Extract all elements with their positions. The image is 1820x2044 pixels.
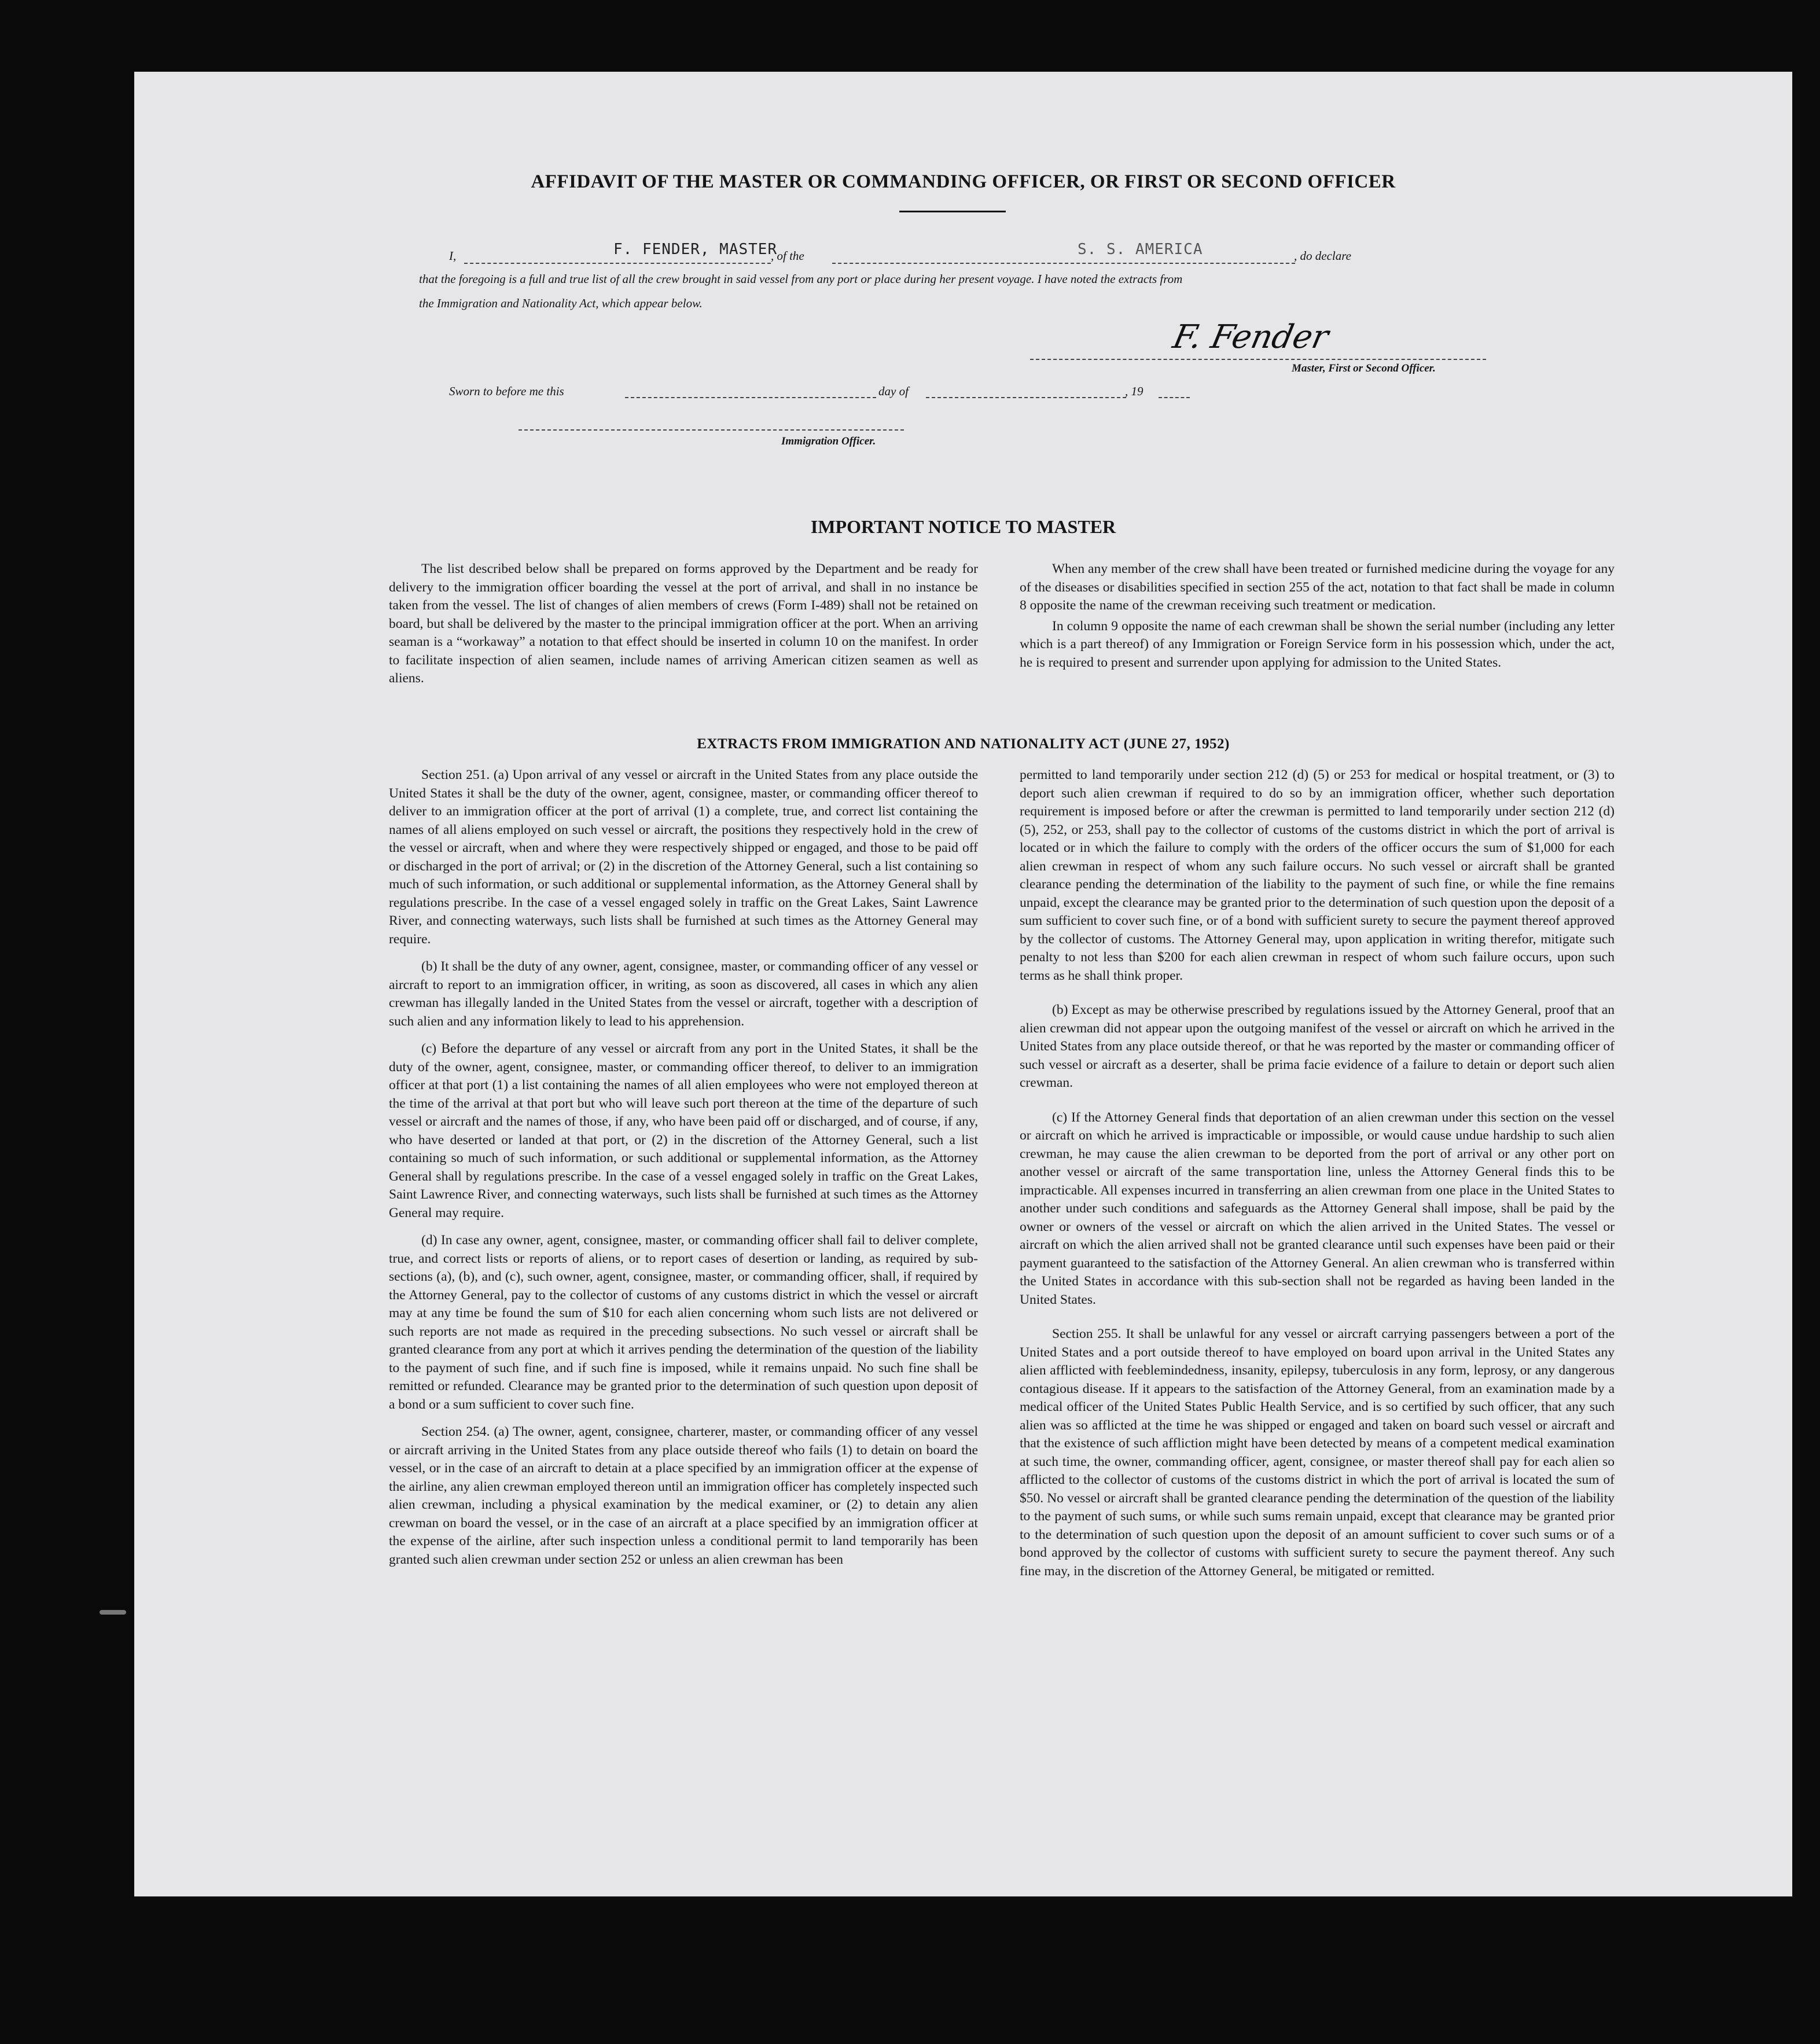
day-of-label: day of bbox=[878, 384, 909, 398]
do-declare-label: , do declare bbox=[1294, 249, 1351, 263]
vessel-name-value: S. S. AMERICA bbox=[1078, 241, 1203, 258]
extracts-title: EXTRACTS FROM IMMIGRATION AND NATIONALITY ACT (JUNE 27, 1952) bbox=[697, 736, 1230, 752]
sworn-prefix: Sworn to before me this bbox=[449, 384, 564, 398]
notice-left-column bbox=[389, 560, 978, 697]
sworn-month-line bbox=[926, 397, 1126, 398]
signature-line bbox=[1030, 359, 1486, 360]
officer-caption: Immigration Officer. bbox=[781, 435, 876, 447]
extract-paragraph: (d) In case any owner, agent, consignee, master, or commanding officer shall fail to deliver complete, true, and correct lists or reports of aliens, or to report cases of desertion or landing, as required by sub-sections (a), (b), and (c), such owner, agent, consignee, master, or commanding officer, shall, if required by the Attorney General, pay to the collector of customs of any customs district in which the vessel or aircraft may at any time be found the sum of $10 for each alien concerning whom such lists are not delivered or such reports are not made as required in the preceding subsections. No such vessel or aircraft shall be granted clearance from any port at which it arrives pending the determination of the question of the liability to the payment of such fine, and if such fine is imposed, while it remains unpaid. No such fine shall be remitted or refunded. Clearance may be granted prior to the determination of such question upon deposit of a bond or a sum sufficient to cover such fine. bbox=[389, 1233, 978, 1412]
notice-title: IMPORTANT NOTICE TO MASTER bbox=[810, 516, 1116, 537]
extract-paragraph: (c) If the Attorney General finds that deportation of an alien crewman under this section on the vessel or aircraft on which he arrived is impracticable or impossible, or would cause undue hardship to such alien crewman, he may cause the alien crewman to be deported from the port of arrival or any other port on another vessel or aircraft of the same transportation line, unless the Attorney General finds this to be impracticable. All expenses incurred in transferring an alien crewman from one place in the United States to another under such conditions and safeguards as the Attorney General shall impose, shall be paid by the owner or owners of the vessel or aircraft on which the alien arrived in the United States. The vessel or aircraft on which the alien arrived shall not be granted clearance until such expenses have been paid or their payment guaranteed to the satisfaction of the Attorney General. An alien crewman who is transferred within the United States in accordance with this sub-section shall not be regarded as having been landed in the United States. bbox=[1020, 1109, 1615, 1307]
extract-paragraph: (b) Except as may be otherwise prescribed by regulations issued by the Attorney General, proof that an alien crewman did not appear upon the outgoing manifest of the vessel or aircraft on which he arrived in the United States from any place outside thereof, or that he was reported by the master or commanding officer of such vessel or aircraft as a deserter, shall be prima facie evidence of a failure to detain or deport such alien crewman. bbox=[1020, 1002, 1615, 1090]
extract-paragraph: Section 251. (a) Upon arrival of any vessel or aircraft in the United States from any place outside the United States it shall be the duty of the owner, agent, consignee, master, or commanding officer thereof to deliver to an immigration officer at the port of arrival (1) a complete, true, and correct list containing the names of all aliens employed on such vessel or aircraft, the positions they respectively hold in the crew of the vessel or aircraft, when and where they were respectively shipped or engaged, and those to be paid off or discharged in the port of arrival; or (2) in the discretion of the Attorney General, such a list containing so much of such information, or such additional or supplemental information, as the Attorney General shall by regulations prescribe. In the case of a vessel engaged solely in traffic on the Great Lakes, Saint Lawrence River, and connecting waterways, such lists shall be furnished at such times as the Attorney General may require. bbox=[389, 767, 978, 947]
master-name-line bbox=[464, 263, 771, 264]
master-name-value: F. FENDER, MASTER bbox=[613, 241, 778, 258]
extract-paragraph: (c) Before the departure of any vessel or aircraft from any port in the United States, it shall be the duty of the owner, agent, consignee, master, or commanding officer thereof, to deliver to an immigration officer at that port (1) a list containing the names of all alien employees who were not employed thereon at the time of the arrival at that port but who will leave such port thereon at the time of the departure of such vessel or aircraft and the names of those, if any, who have been paid off or discharged, and of course, if any, who have deserted or landed at that port, or (2) in the discretion of the Attorney General, such a list containing so much of such information, or such additional or supplemental information, as the Attorney General shall by regulations prescribe. In the case of a vessel engaged solely in traffic on the Great Lakes, Saint Lawrence River, and connecting waterways, such lists shall be furnished at such times as the Attorney General may require. bbox=[389, 1041, 978, 1220]
of-the-label: , of the bbox=[771, 249, 804, 263]
extract-paragraph: Section 254. (a) The owner, agent, consignee, charterer, master, or commanding officer of any vessel or aircraft arriving in the United States from any place outside thereof who fails (1) to detain on board the vessel, or in the case of an aircraft to detain at a place specified by an immigration officer at the expense of the airline, any alien crewman employed thereon until an immigration officer has completely inspected such alien crewman, including a physical examination by the medical examiner, or (2) to detain any alien crewman on board the vessel, or in the case of an aircraft at a place specified by an immigration officer at the expense of the airline, after such inspection unless a conditional permit to land temporarily has been granted such alien crewman under section 252 or unless an alien crewman has been bbox=[389, 1424, 978, 1567]
affidavit-line3: the Immigration and Nationality Act, which appear below. bbox=[419, 296, 703, 310]
document-page bbox=[134, 72, 1792, 1896]
extract-paragraph: (b) It shall be the duty of any owner, agent, consignee, master, or commanding officer of any vessel or aircraft to report to an immigration officer, in writing, as soon as discovered, all cases in which any alien crewman has illegally landed in the United States from the vessel or aircraft, together with a description of such alien and any information likely to lead to his apprehension. bbox=[389, 959, 978, 1029]
notice-paragraph: In column 9 opposite the name of each crewman shall be shown the serial number (including any letter which is a part thereof) of any Immigration or Foreign Service form in his possession which, under the act, he is required to present and surrender upon applying for admission to the United States. bbox=[1020, 618, 1615, 670]
title-rule bbox=[899, 211, 1006, 212]
affidavit-line1-prefix: I, bbox=[449, 249, 457, 263]
notice-paragraph: The list described below shall be prepared on forms approved by the Department and be ready for delivery to the immigration officer boarding the vessel at the port of arrival, and shall in no instance be taken from the vessel. The list of changes of alien members of crews (Form I-489) shall not be retained on board, but shall be delivered by the master to the principal immigration officer at the port. When an arriving seaman is a “workaway” a notation to that effect should be inserted in column 10 on the manifest. In order to facilitate inspection of alien seamen, include names of arriving American citizen seamen as well as aliens. bbox=[389, 561, 978, 686]
affidavit-title: AFFIDAVIT OF THE MASTER OR COMMANDING OFFICER, OR FIRST OR SECOND OFFICER bbox=[531, 171, 1396, 192]
notice-paragraph: When any member of the crew shall have been treated or furnished medicine during the voyage for any of the diseases or disabilities specified in section 255 of the act, notation to that fact shall be made in column 8 opposite the name of the crewman receiving such treatment or medication. bbox=[1020, 561, 1615, 613]
scanner-edge-mark bbox=[100, 1610, 126, 1615]
signature-caption: Master, First or Second Officer. bbox=[1292, 362, 1436, 374]
extracts-right-column bbox=[1020, 766, 1615, 1590]
extract-paragraph: permitted to land temporarily under section 212 (d) (5) or 253 for medical or hospital treatment, or (3) to deport such alien crewman if required to do so by an immigration officer, whether such deportation requirement is imposed before or after the crewman is permitted to land temporarily under section 212 (d) (5), 252, or 253, shall pay to the collector of customs of the customs district in which the port of arrival is located or in which the failure to comply with the orders of the officer occurs the sum of $1,000 for each alien crewman in respect of whom any such failure occurs. No such vessel or aircraft shall be granted clearance pending the determination of the liability to the payment of such fine, or while the fine remains unpaid, except the clearance may be granted prior to the determination of such question upon the deposit of a sum sufficient to cover such fine, or of a bond with sufficient surety to secure the payment thereof approved by the collector of customs. The Attorney General may, upon application in writing therefor, mitigate such penalty to not less than $200 for each alien crewman in respect of whom such failure occurs, upon such terms as he shall think proper. bbox=[1020, 767, 1615, 983]
sworn-year-line bbox=[1159, 397, 1190, 398]
affidavit-line2: that the foregoing is a full and true list of all the crew brought in said vessel from any port or place during her present voyage. I have noted the extracts from bbox=[419, 272, 1183, 286]
extract-paragraph: Section 255. It shall be unlawful for any vessel or aircraft carrying passengers between a port of the United States and a port outside thereof to have employed on board upon arrival in the United States any alien afflicted with feeblemindedness, insanity, epilepsy, tuberculosis in any form, leprosy, or any dangerous contagious disease. If it appears to the satisfaction of the Attorney General, from an examination made by a medical officer of the United States Public Health Service, and is so certified by such officer, that any such alien was so afflicted at the time he was shipped or engaged and taken on board such vessel or aircraft and that the existence of such affliction might have been detected by means of a competent medical examination at such time, the owner, commanding officer, agent, consignee, or master thereof shall pay for each alien so afflicted to the collector of customs of the customs district in which the port of arrival is located the sum of $50. No vessel or aircraft shall be granted clearance pending the determination of the question of the liability to the payment of such sums, or while such sums remain unpaid, except that clearance may be granted prior to the determination of such question upon the deposit of an amount sufficient to cover such sums or of a bond approved by the collector of customs with sufficient surety to secure the payment thereof. Any such fine may, in the discretion of the Attorney General, be mitigated or remitted. bbox=[1020, 1326, 1615, 1579]
sworn-day-line bbox=[625, 397, 876, 398]
year-prefix: , 19 bbox=[1125, 384, 1144, 398]
notice-right-column bbox=[1020, 560, 1615, 681]
extracts-left-column bbox=[389, 766, 978, 1578]
master-signature: F. Fender bbox=[1170, 318, 1332, 356]
officer-signature-line bbox=[519, 429, 904, 431]
vessel-name-line bbox=[832, 263, 1295, 264]
